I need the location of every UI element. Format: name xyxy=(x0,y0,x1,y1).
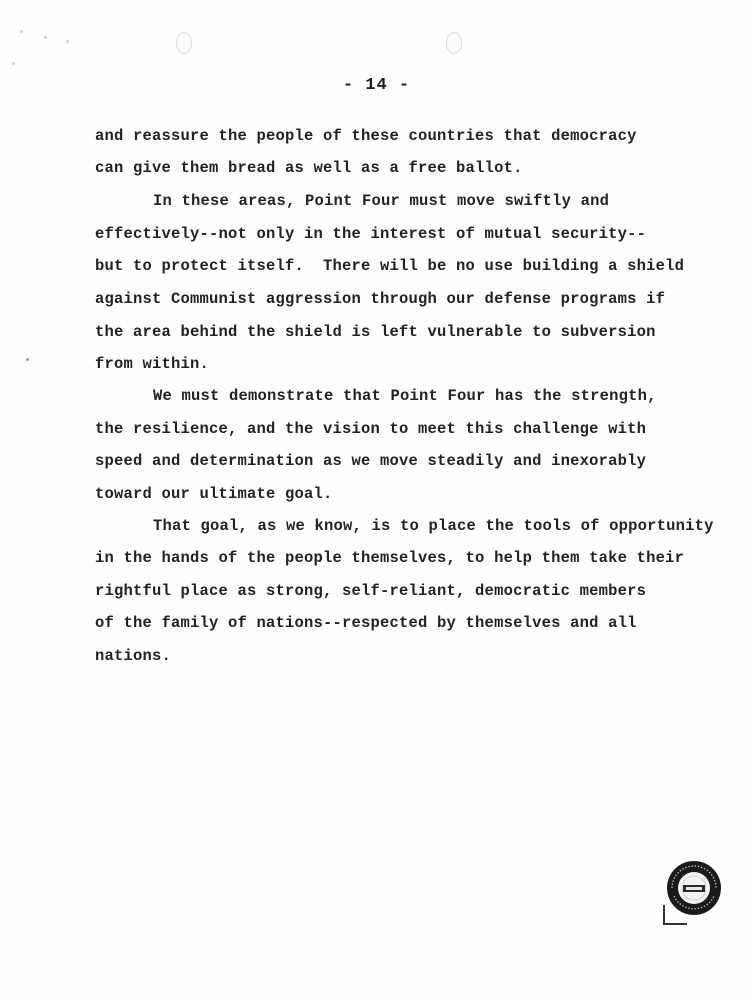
body-line: We must demonstrate that Point Four has the strength, xyxy=(153,387,657,405)
body-line: the area behind the shield is left vulnerable to subversion xyxy=(95,323,656,341)
paper-speck xyxy=(26,358,29,361)
body-line: from within. xyxy=(95,355,210,373)
paper-speck xyxy=(44,36,47,39)
body-line: effectively--not only in the interest of mutual security-- xyxy=(95,225,647,243)
body-line: nations. xyxy=(95,647,172,665)
body-line: toward our ultimate goal. xyxy=(95,485,333,503)
body-line: speed and determination as we move steadily and inexorably xyxy=(95,452,647,470)
punch-hole-left xyxy=(176,32,192,54)
body-line: the resilience, and the vision to meet this challenge with xyxy=(95,420,647,438)
body-line: but to protect itself. There will be no use building a shield xyxy=(95,257,685,275)
body-line: and reassure the people of these countries that democracy xyxy=(95,127,637,145)
paper-speck xyxy=(12,62,15,65)
body-line: against Communist aggression through our defense programs if xyxy=(95,290,666,308)
body-line: in the hands of the people themselves, to help them take their xyxy=(95,549,685,567)
body-line: That goal, as we know, is to place the tools of opportunity xyxy=(153,517,714,535)
body-line: of the family of nations--respected by themselves and all xyxy=(95,614,637,632)
punch-hole-right xyxy=(446,32,462,54)
body-line: can give them bread as well as a free ballot. xyxy=(95,159,523,177)
body-line: rightful place as strong, self-reliant, democratic members xyxy=(95,582,647,600)
stamp-bracket-mark xyxy=(663,905,687,925)
body-line: In these areas, Point Four must move swiftly and xyxy=(153,192,610,210)
paper-speck xyxy=(66,40,69,43)
page-number: - 14 - xyxy=(342,76,411,95)
paper-speck xyxy=(20,30,23,33)
